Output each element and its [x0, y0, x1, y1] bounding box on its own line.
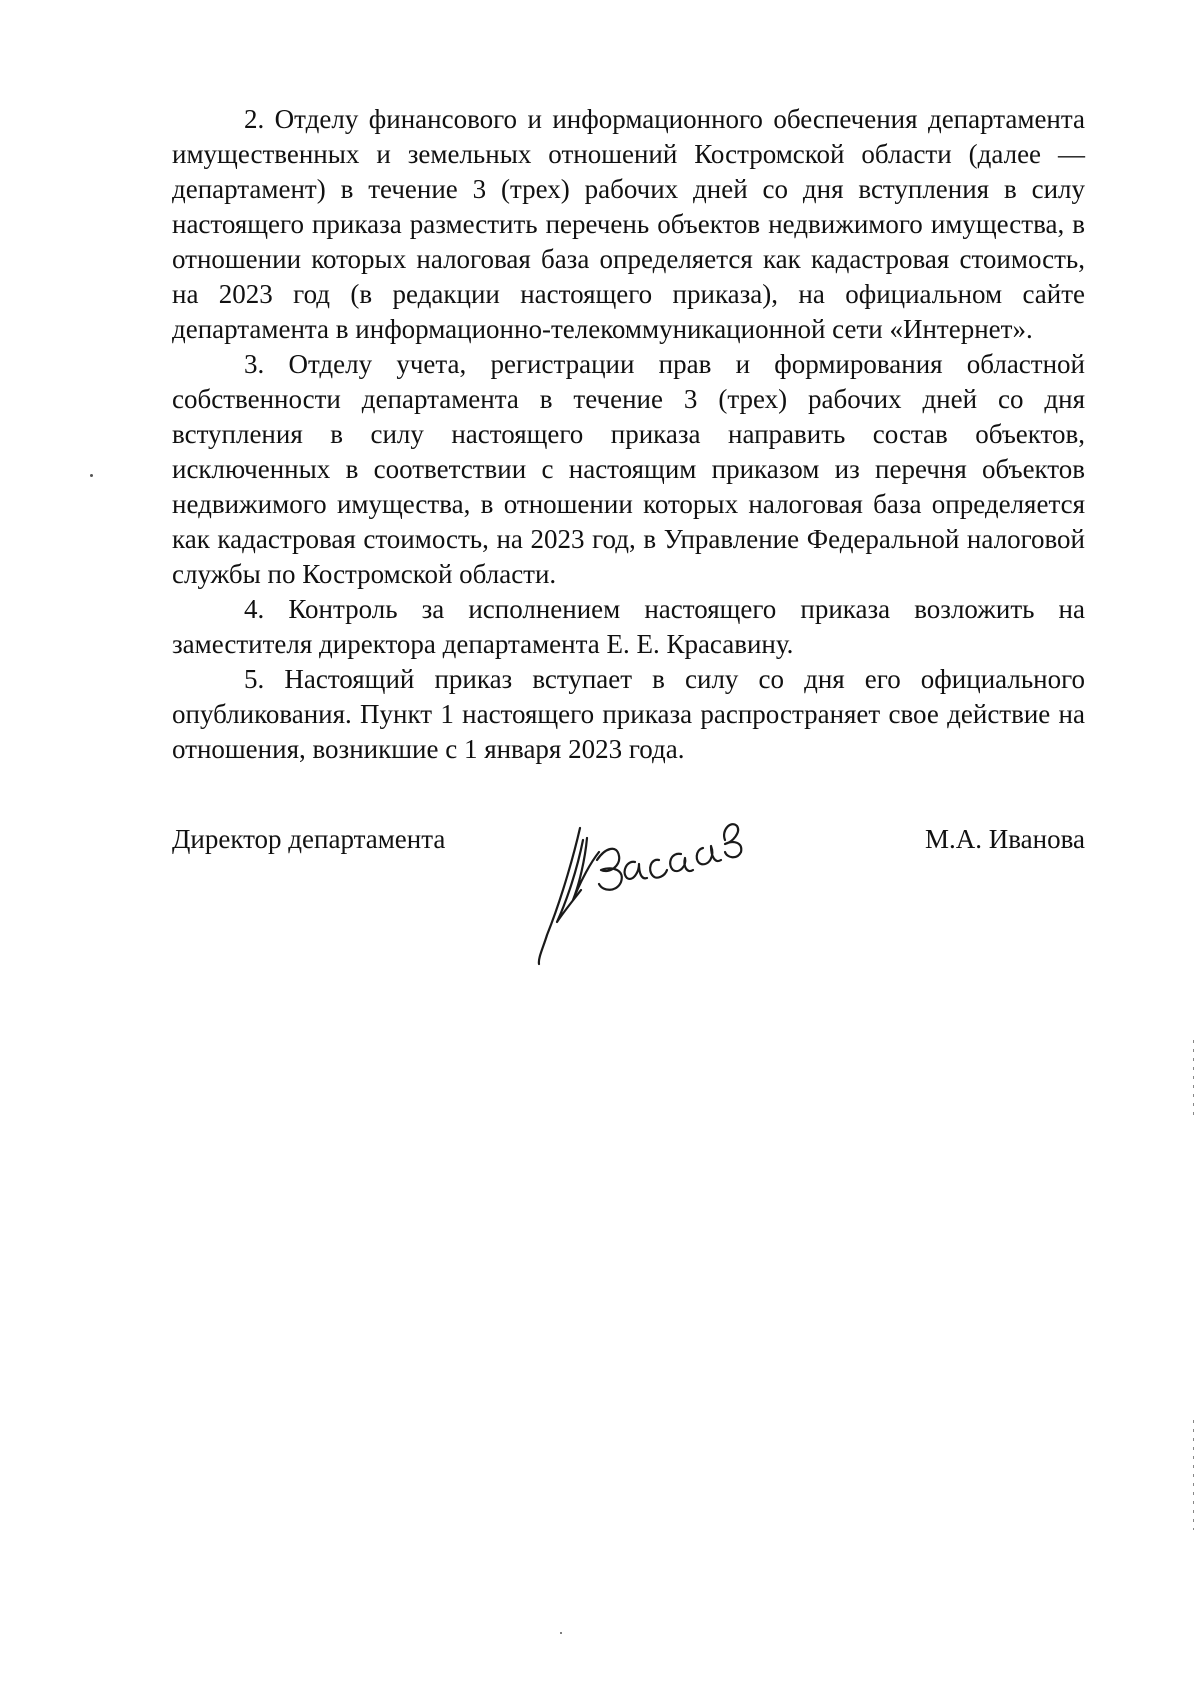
- scan-edge-mark: [1193, 1040, 1194, 1120]
- signer-name: М.А. Иванова: [925, 824, 1085, 854]
- paragraph-item-3: 3. Отделу учета, регистрации прав и формирования областной собственности департамента в течение 3 (трех) рабочих дней со дня вступления в силу настоящего приказа направить состав объектов, исключенных в соответствии с настоящим приказом из перечня объектов недвижимого имущества, в отношении которых налоговая база определяется как кадастровая стоимость, на 2023 год, в Управление Федеральной налоговой службы по Костромской области.: [172, 349, 1085, 589]
- paragraph-item-2: 2. Отделу финансового и информационного обеспечения департамента имущественных и земельных отношений Костромской области (далее — департамент) в течение 3 (трех) рабочих дней со дня вступления в силу настоящего приказа разместить перечень объектов недвижимого имущества, в отношении которых налоговая база определяется как кадастровая стоимость, на 2023 год (в редакции настоящего приказа), на официальном сайте департамента в информационно-телекоммуникационной сети «Интернет».: [172, 104, 1085, 344]
- paragraph-item-4: 4. Контроль за исполнением настоящего приказа возложить на заместителя директора департамента Е. Е. Красавину.: [172, 594, 1085, 659]
- scan-speck: [90, 474, 93, 477]
- signer-position: Директор департамента: [172, 824, 446, 854]
- scan-speck: [560, 1632, 562, 1634]
- document-body: [172, 102, 1085, 767]
- handwritten-signature: [535, 800, 795, 975]
- paragraph-item-5: 5. Настоящий приказ вступает в силу со дня его официального опубликования. Пункт 1 настоящего приказа распространяет свое действие на отношения, возникшие с 1 января 2023 года.: [172, 664, 1085, 764]
- scan-edge-mark: [1193, 1420, 1194, 1530]
